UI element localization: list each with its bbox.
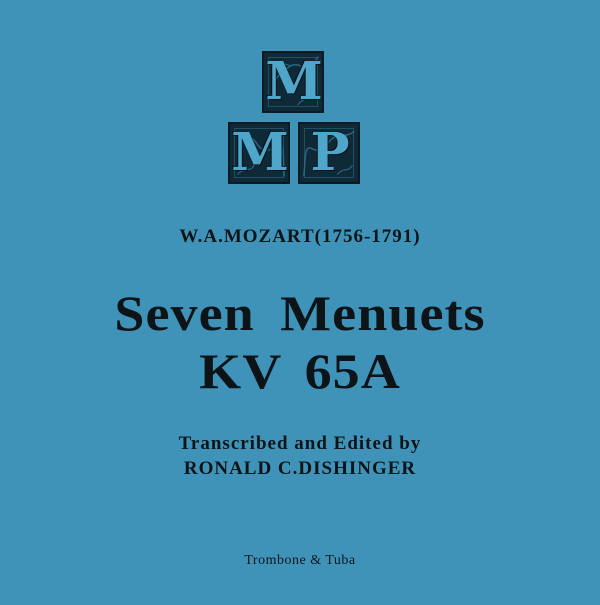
credit-line-1: Transcribed and Edited by <box>178 433 422 454</box>
logo-letter-top: M <box>265 51 321 112</box>
logo-letter-right: P <box>310 122 348 183</box>
logo-block-right <box>298 122 360 184</box>
logo-block-top <box>262 51 324 113</box>
composer-name: W.A.MOZART(1756-1791) <box>179 226 421 247</box>
logo-block-left <box>228 122 290 184</box>
instrumentation: Trombone & Tuba <box>244 553 356 568</box>
logo-letter-left: M <box>231 122 287 183</box>
arranger-name: RONALD C.DISHINGER <box>183 458 417 479</box>
title-line-1: Seven Menuets <box>114 285 486 341</box>
title-line-2: KV 65A <box>199 343 401 399</box>
